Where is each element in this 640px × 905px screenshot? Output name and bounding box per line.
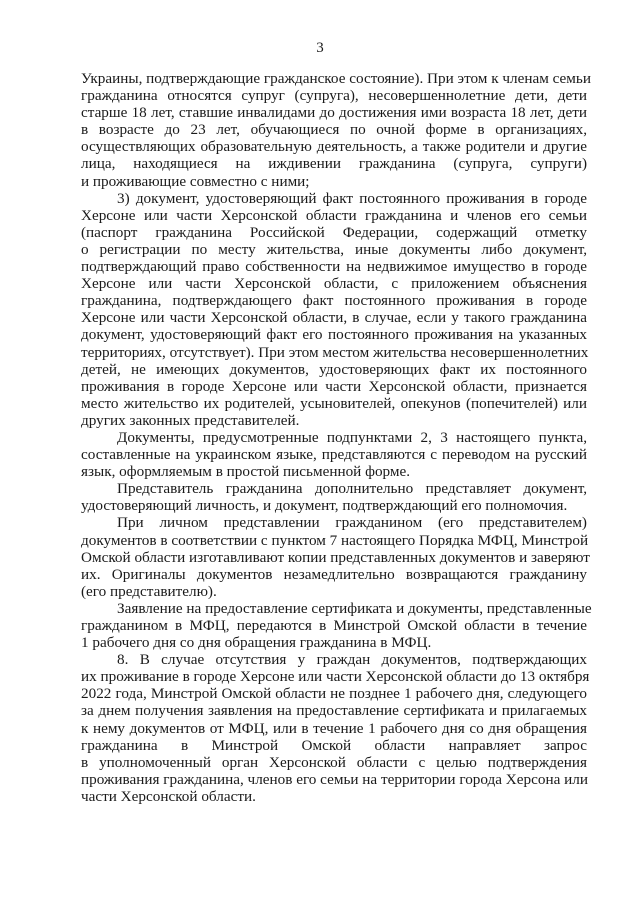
text-line: проживания в городе Херсоне или части Херсонской области, признается — [81, 377, 587, 395]
text-line: Херсоне или части Херсонской области, с приложением объяснения — [81, 275, 587, 293]
text-line: их проживание в городе Херсоне или части Херсонской области до 13 октября — [81, 668, 590, 686]
text-line: и проживающие совместно с ними; — [81, 172, 310, 190]
text-line: о регистрации по месту жительства, иные документы либо документ, — [81, 240, 587, 258]
text-line: Херсоне или части Херсонской области, в случае, если у такого гражданина — [81, 309, 587, 327]
text-line: проживания гражданина, членов его семьи на территории города Херсона или — [81, 770, 588, 788]
text-line: гражданина, подтверждающего факт постоянного проживания в городе — [81, 292, 587, 310]
text-line: 3) документ, удостоверяющий факт постоянного проживания в городе — [117, 189, 587, 207]
text-line: осуществляющих образовательную деятельность, а также родители и другие — [81, 138, 587, 156]
text-line: детей, не имеющих документов, удостоверяющих факт их постоянного — [81, 360, 587, 378]
text-line: (паспорт гражданина Российской Федерации, содержащий отметку — [81, 223, 587, 241]
text-line: других законных представителей. — [81, 411, 300, 429]
page-number: 3 — [316, 40, 324, 56]
text-line: При личном представлении гражданином (его представителем) — [117, 514, 587, 532]
text-line: Документы, предусмотренные подпунктами 2, 3 настоящего пункта, — [117, 428, 587, 446]
text-line: документ, удостоверяющий факт его постоянного проживания на указанных — [81, 326, 587, 344]
text-line: удостоверяющий личность, и документ, подтверждающий его полномочия. — [81, 497, 568, 515]
text-line: к нему документов от МФЦ, или в течение 1 рабочего дня со дня обращения — [81, 719, 587, 737]
text-line: Представитель гражданина дополнительно представляет документ, — [117, 480, 587, 498]
text-line: 2022 года, Минстрой Омской области не позднее 1 рабочего дня, следующего — [81, 685, 587, 703]
text-line: Украины, подтверждающие гражданское состояние). При этом к членам семьи — [81, 70, 591, 87]
text-line: гражданином в МФЦ, передаются в Минстрой Омской области в течение — [81, 617, 587, 634]
text-line: лица, находящиеся на иждивении гражданина (супруга, супруги) — [81, 155, 587, 173]
text-line: части Херсонской области. — [81, 787, 256, 805]
text-line: гражданина в Минстрой Омской области направляет запрос — [81, 736, 587, 754]
text-line: за днем получения заявления на предоставление сертификата и прилагаемых — [81, 702, 587, 720]
text-line: место жительство их родителей, усыновителей, опекунов (попечителей) или — [81, 394, 587, 412]
text-line: территориях, отсутствует). При этом местом жительства несовершеннолетних — [81, 343, 589, 361]
text-line: в уполномоченный орган Херсонской области с целью подтверждения — [81, 753, 587, 771]
document-body — [81, 70, 592, 805]
text-line: 8. В случае отсутствия у граждан документов, подтверждающих — [117, 651, 587, 669]
text-line: язык, оформляемым в простой письменной форме. — [81, 463, 411, 481]
text-line: старше 18 лет, ставшие инвалидами до достижения ими возраста 18 лет, дети — [81, 104, 587, 122]
text-line: подтверждающий право собственности на недвижимое имущество в городе — [81, 258, 587, 276]
text-line: (его представителю). — [81, 582, 217, 600]
text-line: Омской области изготавливают копии представленных документов и заверяют — [81, 548, 590, 566]
text-line: их. Оригиналы документов незамедлительно возвращаются гражданину — [81, 565, 587, 583]
text-line: в возрасте до 23 лет, обучающиеся по очной форме в организациях, — [81, 121, 587, 139]
text-line: Заявление на предоставление сертификата и документы, представленные — [117, 599, 592, 617]
text-line: документов в соответствии с пунктом 7 настоящего Порядка МФЦ, Минстрой — [81, 531, 589, 549]
text-line: 1 рабочего дня со дня обращения гражданина в МФЦ. — [81, 634, 432, 652]
text-line: составленные на украинском языке, представляются с переводом на русский — [81, 446, 587, 464]
text-line: гражданина относятся супруг (супруга), несовершеннолетние дети, дети — [81, 87, 587, 105]
text-line: Херсоне или части Херсонской области гражданина и членов его семьи — [81, 206, 587, 224]
